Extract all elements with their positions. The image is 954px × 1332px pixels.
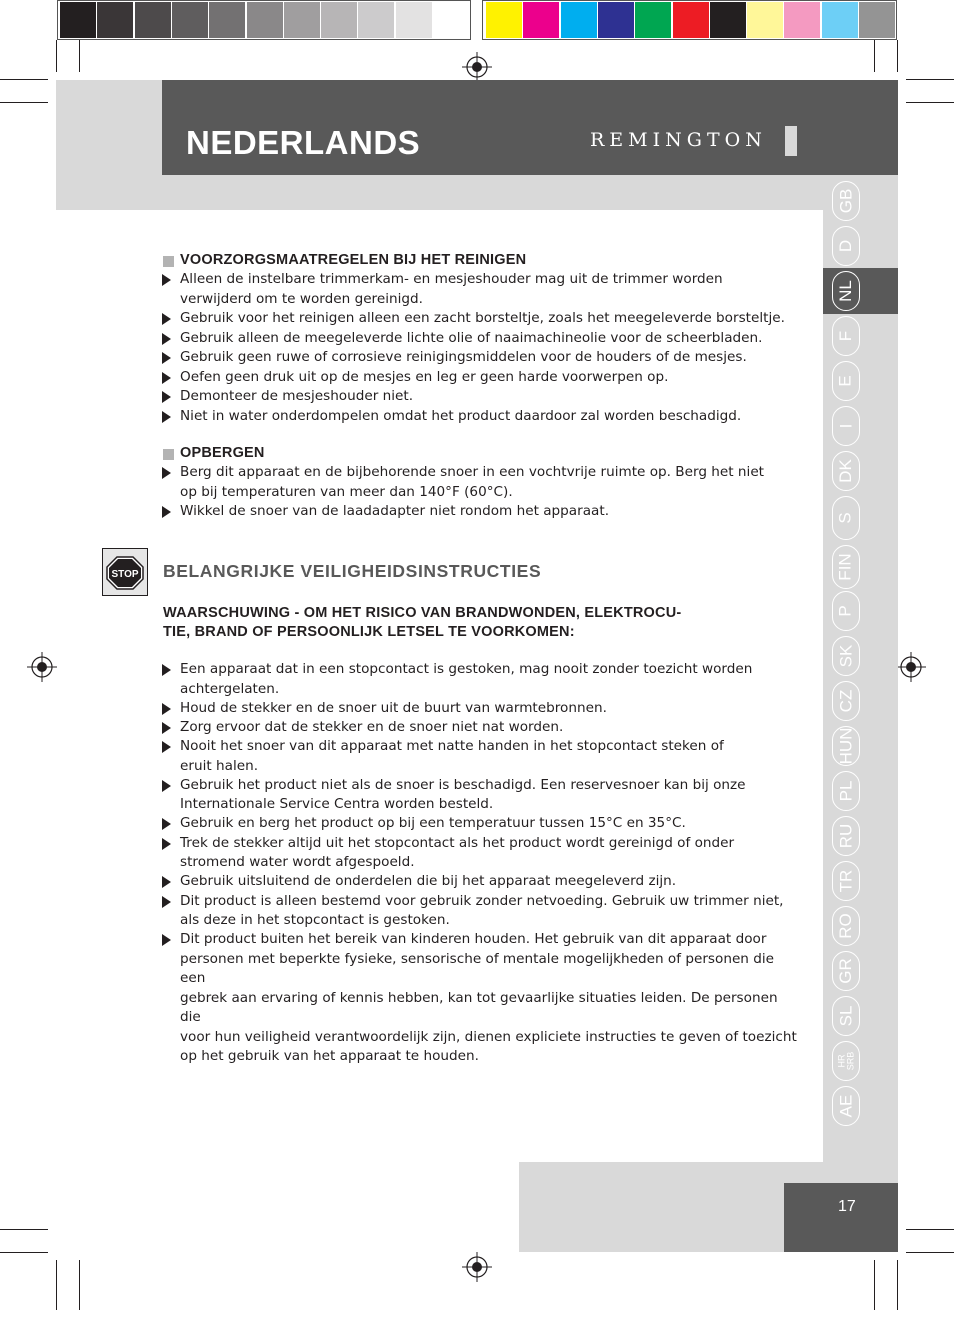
language-tab-label: HUN	[836, 727, 855, 765]
language-tab-i[interactable]	[832, 406, 860, 446]
stop-sign-icon	[103, 549, 147, 595]
language-tab-ru[interactable]	[832, 816, 860, 856]
list-item-line: Wikkel de snoer van de laadadapter niet rondom het apparaat.	[180, 503, 610, 519]
bullet-arrow-icon	[162, 352, 171, 364]
list-item	[180, 776, 800, 815]
crop-mark	[906, 79, 954, 80]
language-tab-tr[interactable]	[832, 861, 860, 901]
bullet-arrow-icon	[162, 703, 171, 715]
list-item	[180, 407, 800, 427]
bullet-arrow-icon	[162, 664, 171, 676]
language-tab-hr-srb[interactable]	[832, 1041, 860, 1081]
language-tab-cz[interactable]	[832, 681, 860, 721]
list-item	[180, 737, 800, 776]
list-item-line: eruit halen.	[180, 757, 259, 774]
list-item-line: Nooit het snoer van dit apparaat met natte handen in het stopcontact steken of	[180, 738, 724, 755]
bullet-arrow-icon	[162, 780, 171, 792]
language-tab-p[interactable]	[832, 591, 860, 631]
stop-sign-label: STOP	[111, 569, 139, 580]
color-swatch	[859, 2, 895, 38]
language-tab-label: DK	[836, 459, 855, 483]
list-item	[180, 387, 800, 407]
list-item-line: Zorg ervoor dat de stekker en de snoer niet nat worden.	[180, 718, 564, 735]
bullet-arrow-icon	[162, 876, 171, 888]
warning-line: TIE, BRAND OF PERSOONLIJK LETSEL TE VOORKOMEN:	[163, 624, 575, 640]
crop-mark	[79, 1260, 80, 1310]
crop-mark	[0, 1229, 48, 1230]
list-item-line: Internationale Service Centra worden besteld.	[180, 796, 494, 813]
crop-mark	[906, 1252, 954, 1253]
bullet-arrow-icon	[162, 506, 171, 518]
list-item-line: Oefen geen druk uit op de mesjes en leg er geen harde voorwerpen op.	[180, 368, 669, 385]
page-number-box	[784, 1183, 898, 1252]
crop-mark	[56, 40, 57, 72]
language-tab-label: FIN	[836, 553, 856, 581]
list-item	[180, 660, 800, 699]
language-tab-sk[interactable]	[832, 636, 860, 676]
list-item-line: Dit product buiten het bereik van kinderen houden. Het gebruik van dit apparaat door	[180, 931, 767, 948]
color-swatch	[822, 2, 858, 38]
color-swatch	[358, 2, 394, 38]
language-tab-s[interactable]	[832, 496, 860, 540]
language-tab-label: HR SRB	[835, 1051, 855, 1071]
crop-mark	[906, 102, 954, 103]
storage-heading: OPBERGEN	[180, 445, 265, 461]
language-tab-label: PL	[835, 780, 855, 802]
registration-mark-left	[27, 652, 57, 682]
cleaning-heading: VOORZORGSMAATREGELEN BIJ HET REINIGEN	[180, 252, 527, 268]
crop-mark	[874, 1260, 875, 1310]
list-item	[180, 930, 800, 1067]
crop-mark	[0, 1252, 48, 1253]
list-item-line: verwijderd om te worden gereinigd.	[180, 290, 423, 307]
registration-mark-right	[896, 652, 926, 682]
language-tab-label: AE	[836, 1094, 855, 1118]
crop-mark	[906, 1229, 954, 1230]
language-tab-label: P	[836, 605, 855, 617]
language-tab-label: D	[836, 239, 855, 253]
bullet-arrow-icon	[162, 391, 171, 403]
list-item-line: voor hun veiligheid verantwoordelijk zijn, dienen expliciete instructies te geven of toezicht	[180, 1028, 797, 1045]
language-tab-label: RU	[836, 823, 855, 849]
language-tab-label: I	[835, 423, 855, 429]
list-item-line: gebrek aan ervaring of kennis hebben, kan tot gevaarlijke situaties leiden. De personen die	[180, 989, 778, 1026]
list-item-line: Gebruik geen ruwe of corrosieve reinigingsmiddelen voor de houders of de mesjes.	[180, 349, 747, 365]
safety-title: BELANGRIJKE VEILIGHEIDSINSTRUCTIES	[163, 561, 542, 581]
list-item-line: Demonteer de mesjeshouder niet.	[180, 388, 414, 404]
list-item	[180, 699, 800, 719]
bullet-arrow-icon	[162, 274, 171, 286]
crop-mark	[0, 79, 48, 80]
color-swatch	[433, 2, 469, 38]
color-swatch	[135, 2, 171, 38]
list-item	[180, 309, 800, 329]
color-swatch	[598, 2, 634, 38]
list-item-line: Houd de stekker en de snoer uit de buurt van warmtebronnen.	[180, 699, 607, 716]
list-item	[180, 463, 800, 502]
list-item-line: Gebruik voor het reinigen alleen een zacht borsteltje, zoals het meegeleverde borsteltje.	[180, 310, 785, 326]
language-tab-label: GR	[836, 958, 855, 984]
list-item	[180, 814, 800, 834]
language-tab-label: SK	[836, 644, 855, 668]
color-swatch	[284, 2, 320, 38]
language-tab-ae[interactable]	[832, 1086, 860, 1126]
color-swatch	[321, 2, 357, 38]
list-item	[180, 718, 800, 738]
language-tab-label: NL	[835, 280, 855, 302]
bullet-arrow-icon	[162, 722, 171, 734]
list-item-line: Gebruik alleen de meegeleverde lichte olie of naaimachineolie voor de scheerbladen.	[180, 329, 763, 346]
language-tab-f[interactable]	[832, 316, 860, 356]
color-swatch	[60, 2, 96, 38]
color-swatch	[209, 2, 245, 38]
crop-mark	[897, 40, 898, 72]
crop-mark	[874, 40, 875, 72]
bullet-arrow-icon	[162, 741, 171, 753]
page-number: 17	[838, 1198, 856, 1215]
section-square-icon	[163, 449, 174, 460]
color-swatch	[523, 2, 559, 38]
warning-text	[163, 604, 803, 642]
bullet-arrow-icon	[162, 313, 171, 325]
language-tab-nl[interactable]	[832, 271, 860, 311]
list-item	[180, 270, 800, 309]
list-item	[180, 502, 800, 522]
bullet-arrow-icon	[162, 372, 171, 384]
list-item-line: Gebruik uitsluitend de onderdelen die bij het apparaat meegeleverd zijn.	[180, 873, 677, 890]
registration-mark-bottom	[462, 1252, 492, 1282]
language-tab-gb[interactable]	[832, 181, 860, 221]
language-tab-label: RO	[836, 913, 855, 939]
crop-mark	[0, 102, 48, 103]
list-item-line: Niet in water onderdompelen omdat het product daardoor zal worden beschadigd.	[180, 407, 742, 424]
registration-mark-top	[462, 52, 492, 82]
language-tab-label: F	[835, 330, 855, 342]
crop-mark	[79, 40, 80, 72]
list-item-line: Een apparaat dat in een stopcontact is gestoken, mag nooit zonder toezicht worden	[180, 661, 753, 677]
list-item-line: Gebruik het product niet als de snoer is beschadigd. Een reservesnoer kan bij onze	[180, 776, 746, 793]
color-swatch	[747, 2, 783, 38]
bullet-arrow-icon	[162, 411, 171, 423]
color-swatch	[635, 2, 671, 38]
language-tab-label: SL	[835, 1005, 855, 1027]
list-item	[180, 329, 800, 349]
language-tab-sl[interactable]	[832, 996, 860, 1036]
list-item-line: op bij temperaturen van meer dan 140°F (60°C).	[180, 483, 513, 500]
color-swatch	[247, 2, 283, 38]
list-item-line: Alleen de instelbare trimmerkam- en mesjeshouder mag uit de trimmer worden	[180, 271, 723, 287]
list-item-line: stromend water wordt afgespoeld.	[180, 854, 415, 871]
page-title: NEDERLANDS	[186, 124, 421, 161]
list-item-line: Dit product is alleen bestemd voor gebruik zonder netvoeding. Gebruik uw trimmer niet,	[180, 892, 784, 909]
color-swatch	[673, 2, 709, 38]
list-item-line: als deze in het stopcontact is gestoken.	[180, 912, 450, 929]
color-swatch	[561, 2, 597, 38]
language-tab-dk[interactable]	[832, 451, 860, 491]
list-item	[180, 892, 800, 931]
list-item	[180, 872, 800, 892]
list-item-line: achtergelaten.	[180, 680, 280, 697]
list-item-line: op het gebruik van het apparaat te houden.	[180, 1048, 479, 1065]
language-tab-d[interactable]	[832, 226, 860, 266]
list-item	[180, 834, 800, 873]
language-tab-label: S	[836, 512, 855, 524]
language-tab-label: CZ	[835, 689, 855, 713]
warning-line: WAARSCHUWING - OM HET RISICO VAN BRANDWONDEN, ELEKTROCU-	[163, 605, 682, 621]
color-swatch	[710, 2, 746, 38]
list-item	[180, 368, 800, 388]
language-tab-label: TR	[835, 869, 855, 893]
list-item-line: personen met beperkte fysieke, sensorische of mentale mogelijkheden of personen die een	[180, 950, 775, 987]
bullet-arrow-icon	[162, 896, 171, 908]
bullet-arrow-icon	[162, 818, 171, 830]
language-tab-hun[interactable]	[832, 726, 860, 766]
bullet-arrow-icon	[162, 333, 171, 345]
list-item-line: Gebruik en berg het product op bij een temperatuur tussen 15°C en 35°C.	[180, 815, 686, 832]
color-swatch	[486, 2, 522, 38]
language-tab-fin[interactable]	[832, 545, 860, 589]
bullet-arrow-icon	[162, 934, 171, 946]
language-tab-label: E	[836, 375, 855, 387]
brand-accent-bar	[785, 126, 797, 156]
language-tab-pl[interactable]	[832, 771, 860, 811]
color-swatch	[97, 2, 133, 38]
color-swatch	[784, 2, 820, 38]
crop-mark	[56, 1260, 57, 1310]
bullet-arrow-icon	[162, 838, 171, 850]
language-tab-ro[interactable]	[832, 906, 860, 946]
language-tab-e[interactable]	[832, 361, 860, 401]
bullet-arrow-icon	[162, 467, 171, 479]
color-swatch	[172, 2, 208, 38]
list-item-line: Berg dit apparaat en de bijbehorende snoer in een vochtvrije ruimte op. Berg het niet	[180, 464, 765, 480]
color-swatch	[396, 2, 432, 38]
stop-sign-box	[102, 548, 148, 596]
list-item	[180, 348, 800, 368]
language-tab-label: GB	[836, 188, 855, 214]
language-tab-gr[interactable]	[832, 951, 860, 991]
brand-logo: REMINGTON	[590, 129, 767, 151]
section-square-icon	[163, 256, 174, 267]
crop-mark	[897, 1260, 898, 1310]
list-item-line: Trek de stekker altijd uit het stopcontact als het product wordt gereinigd of onder	[180, 834, 735, 851]
